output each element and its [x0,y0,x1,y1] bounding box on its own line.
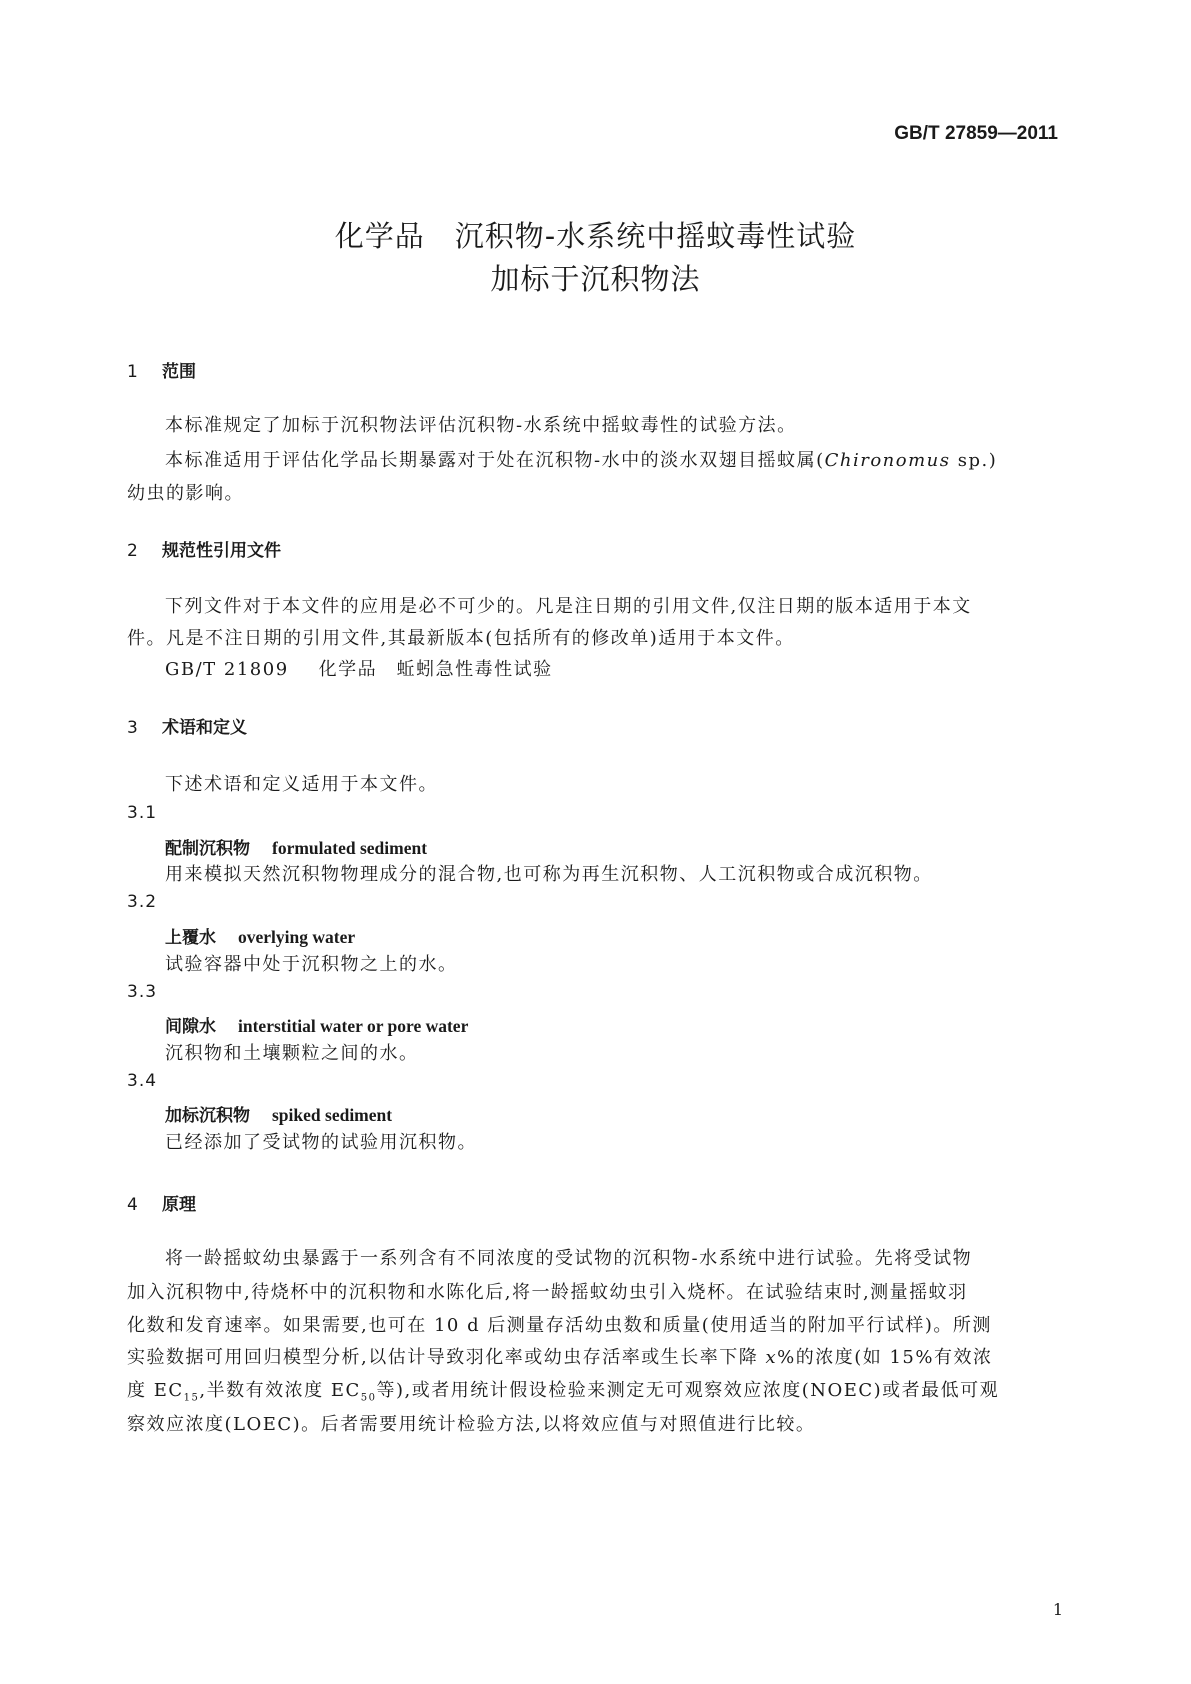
principle-text: %的浓度(如 15%有效浓 [777,1347,993,1368]
term-heading [165,1012,468,1037]
references-paragraph-2: 件。凡是不注日期的引用文件,其最新版本(包括所有的修改单)适用于本文件。 [127,628,795,649]
term-heading [165,1101,392,1126]
term-definition: 沉积物和土壤颗粒之间的水。 [165,1043,419,1064]
variable-x: x [765,1347,778,1368]
document-title-line2: 加标于沉积物法 [490,262,701,296]
page-number: 1 [1052,1600,1063,1619]
scope-paragraph-1: 本标准规定了加标于沉积物法评估沉积物-水系统中摇蚊毒性的试验方法。 [165,415,797,436]
reference-item [165,655,553,681]
references-paragraph-1: 下列文件对于本文件的应用是必不可少的。凡是注日期的引用文件,仅注日期的版本适用于本文 [165,596,972,617]
scope-paragraph-2 [165,446,997,472]
section-title: 原理 [162,1195,196,1215]
reference-code: GB/T 21809 [165,659,289,680]
ec15-subscript: 15 [183,1392,200,1404]
term-number: 3.2 [127,892,158,912]
term-zh: 间隙水 [165,1017,216,1037]
term-zh: 配制沉积物 [165,839,250,859]
reference-title: 化学品 蚯蚓急性毒性试验 [318,659,553,680]
term-number: 3.4 [127,1071,158,1091]
section-title: 术语和定义 [162,718,247,738]
term-definition: 试验容器中处于沉积物之上的水。 [165,954,458,975]
term-number: 3.1 [127,803,158,823]
scope-text-end: sp.) [950,450,998,471]
section-title: 范围 [162,362,196,382]
principle-line [127,1343,992,1369]
principle-text: ,半数有效浓度 EC [199,1380,361,1401]
standard-code: GB/T 27859—2011 [894,123,1058,144]
principle-line: 化数和发育速率。如果需要,也可在 10 d 后测量存活幼虫数和质量(使用适当的附加平行试样)。所测 [127,1315,992,1336]
section-4-heading [127,1190,196,1215]
ec50-subscript: 50 [360,1392,377,1404]
principle-line: 加入沉积物中,待烧杯中的沉积物和水陈化后,将一龄摇蚊幼虫引入烧杯。在试验结束时,测量摇蚊羽 [127,1282,968,1303]
species-name: Chironomus [824,450,951,471]
term-en: spiked sediment [272,1105,393,1125]
terms-intro: 下述术语和定义适用于本文件。 [165,774,438,795]
term-number: 3.3 [127,982,158,1002]
principle-line: 将一龄摇蚊幼虫暴露于一系列含有不同浓度的受试物的沉积物-水系统中进行试验。先将受试物 [165,1248,973,1269]
term-en: formulated sediment [272,838,428,858]
term-definition: 用来模拟天然沉积物物理成分的混合物,也可称为再生沉积物、人工沉积物或合成沉积物。 [165,864,933,885]
principle-text: 度 EC [127,1380,184,1401]
section-1-heading [127,357,196,382]
term-en: overlying water [238,927,356,947]
term-en: interstitial water or pore water [238,1016,469,1036]
scope-paragraph-3: 幼虫的影响。 [127,483,244,504]
principle-line: 察效应浓度(LOEC)。后者需要用统计检验方法,以将效应值与对照值进行比较。 [127,1414,816,1435]
section-number: 3 [127,718,138,738]
section-number: 4 [127,1195,138,1215]
term-zh: 加标沉积物 [165,1106,250,1126]
section-number: 2 [127,541,138,561]
section-2-heading [127,536,281,561]
document-title-line1: 化学品 沉积物-水系统中摇蚊毒性试验 [334,219,857,253]
section-3-heading [127,713,247,738]
term-definition: 已经添加了受试物的试验用沉积物。 [165,1132,477,1153]
section-number: 1 [127,362,138,382]
scope-text: 本标准适用于评估化学品长期暴露对于处在沉积物-水中的淡水双翅目摇蚊属( [165,450,825,471]
principle-text: 实验数据可用回归模型分析,以估计导致羽化率或幼虫存活率或生长率下降 [127,1347,766,1368]
term-zh: 上覆水 [165,928,216,948]
term-heading [165,923,355,948]
section-title: 规范性引用文件 [162,541,281,561]
term-heading [165,834,427,859]
principle-line [127,1376,999,1404]
principle-text: 等),或者用统计假设检验来测定无可观察效应浓度(NOEC)或者最低可观 [376,1380,1000,1401]
